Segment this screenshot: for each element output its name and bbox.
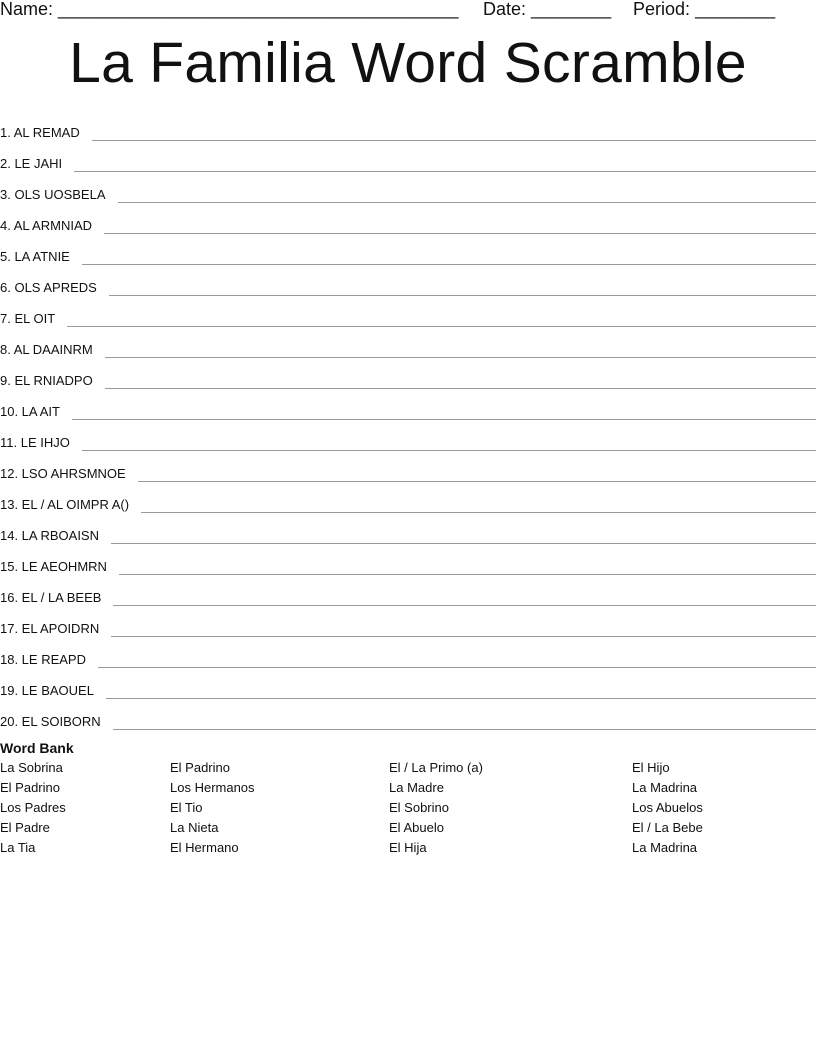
word-bank-title: Word Bank (0, 740, 74, 756)
question-label: 3. OLS UOSBELA (0, 187, 106, 202)
word-bank-item: El Padrino (0, 780, 60, 795)
question-row (0, 235, 816, 266)
word-bank-item: El / La Bebe (632, 820, 703, 835)
word-bank (0, 739, 816, 867)
question-label: 14. LA RBOAISN (0, 528, 99, 543)
word-bank-column (389, 759, 483, 859)
period-field[interactable] (633, 0, 775, 20)
answer-line[interactable] (141, 499, 816, 513)
word-bank-item: El Padre (0, 820, 50, 835)
question-label: 8. AL DAAINRM (0, 342, 93, 357)
word-bank-item: Los Hermanos (170, 780, 255, 795)
question-row (0, 359, 816, 390)
word-bank-item: La Sobrina (0, 760, 63, 775)
word-bank-item: La Tia (0, 840, 36, 855)
answer-line[interactable] (106, 685, 816, 699)
word-bank-item: El Hija (389, 840, 427, 855)
question-row (0, 576, 816, 607)
word-bank-item: Los Padres (0, 800, 66, 815)
question-row (0, 328, 816, 359)
period-label: Period: (633, 0, 691, 19)
answer-line[interactable] (105, 344, 816, 358)
question-row (0, 111, 816, 142)
answer-line[interactable] (92, 127, 816, 141)
question-row (0, 390, 816, 421)
page-title: La Familia Word Scramble (69, 31, 747, 95)
answer-line[interactable] (138, 468, 816, 482)
question-label: 18. LE REAPD (0, 652, 86, 667)
worksheet-header (0, 0, 816, 24)
word-bank-item: El / La Primo (a) (389, 760, 483, 775)
question-label: 5. LA ATNIE (0, 249, 70, 264)
question-row (0, 669, 816, 700)
question-row (0, 638, 816, 669)
question-row (0, 545, 816, 576)
word-bank-column (632, 759, 703, 859)
word-bank-item: El Hermano (170, 840, 239, 855)
word-bank-item: Los Abuelos (632, 800, 703, 815)
word-bank-grid (0, 757, 816, 867)
question-label: 12. LSO AHRSMNOE (0, 466, 126, 481)
question-row (0, 297, 816, 328)
answer-line[interactable] (67, 313, 816, 327)
question-label: 6. OLS APREDS (0, 280, 97, 295)
answer-line[interactable] (104, 220, 816, 234)
question-label: 1. AL REMAD (0, 125, 80, 140)
question-list (0, 111, 816, 731)
answer-line[interactable] (74, 158, 816, 172)
question-row (0, 607, 816, 638)
word-bank-item: El Hijo (632, 760, 670, 775)
answer-line[interactable] (118, 189, 816, 203)
word-bank-item: La Madrina (632, 840, 698, 855)
name-blank[interactable]: ________________________________________ (58, 0, 459, 19)
date-blank[interactable]: ________ (531, 0, 612, 19)
period-blank[interactable]: ________ (695, 0, 776, 19)
word-bank-column (0, 759, 66, 859)
question-row (0, 514, 816, 545)
question-label: 7. EL OIT (0, 311, 56, 326)
question-label: 17. EL APOIDRN (0, 621, 100, 636)
answer-line[interactable] (119, 561, 816, 575)
answer-line[interactable] (98, 654, 816, 668)
answer-line[interactable] (105, 375, 816, 389)
question-label: 13. EL / AL OIMPR A() (0, 497, 130, 512)
word-bank-item: El Abuelo (389, 820, 444, 835)
question-label: 10. LA AIT (0, 404, 60, 419)
word-bank-item: El Sobrino (389, 800, 449, 815)
question-row (0, 173, 816, 204)
word-bank-item: El Tio (170, 800, 203, 815)
question-row (0, 700, 816, 731)
question-label: 16. EL / LA BEEB (0, 590, 102, 605)
question-label: 11. LE IHJO (0, 435, 70, 450)
date-field[interactable] (483, 0, 611, 20)
question-row (0, 204, 816, 235)
answer-line[interactable] (111, 530, 816, 544)
answer-line[interactable] (109, 282, 816, 296)
word-bank-column (170, 759, 255, 859)
question-label: 19. LE BAOUEL (0, 683, 94, 698)
word-bank-item: El Padrino (170, 760, 230, 775)
question-label: 15. LE AEOHMRN (0, 559, 107, 574)
word-bank-item: La Madrina (632, 780, 698, 795)
question-row (0, 452, 816, 483)
name-label: Name: (0, 0, 54, 19)
word-bank-item: La Nieta (170, 820, 219, 835)
question-row (0, 142, 816, 173)
answer-line[interactable] (72, 406, 816, 420)
question-row (0, 266, 816, 297)
question-label: 20. EL SOIBORN (0, 714, 101, 729)
date-label: Date: (483, 0, 527, 19)
question-row (0, 421, 816, 452)
name-field[interactable] (0, 0, 458, 20)
question-label: 9. EL RNIADPO (0, 373, 93, 388)
question-label: 2. LE JAHI (0, 156, 63, 171)
question-label: 4. AL ARMNIAD (0, 218, 92, 233)
answer-line[interactable] (111, 623, 816, 637)
question-row (0, 483, 816, 514)
word-bank-item: La Madre (389, 780, 444, 795)
answer-line[interactable] (113, 592, 816, 606)
answer-line[interactable] (113, 716, 816, 730)
answer-line[interactable] (82, 251, 816, 265)
answer-line[interactable] (82, 437, 816, 451)
